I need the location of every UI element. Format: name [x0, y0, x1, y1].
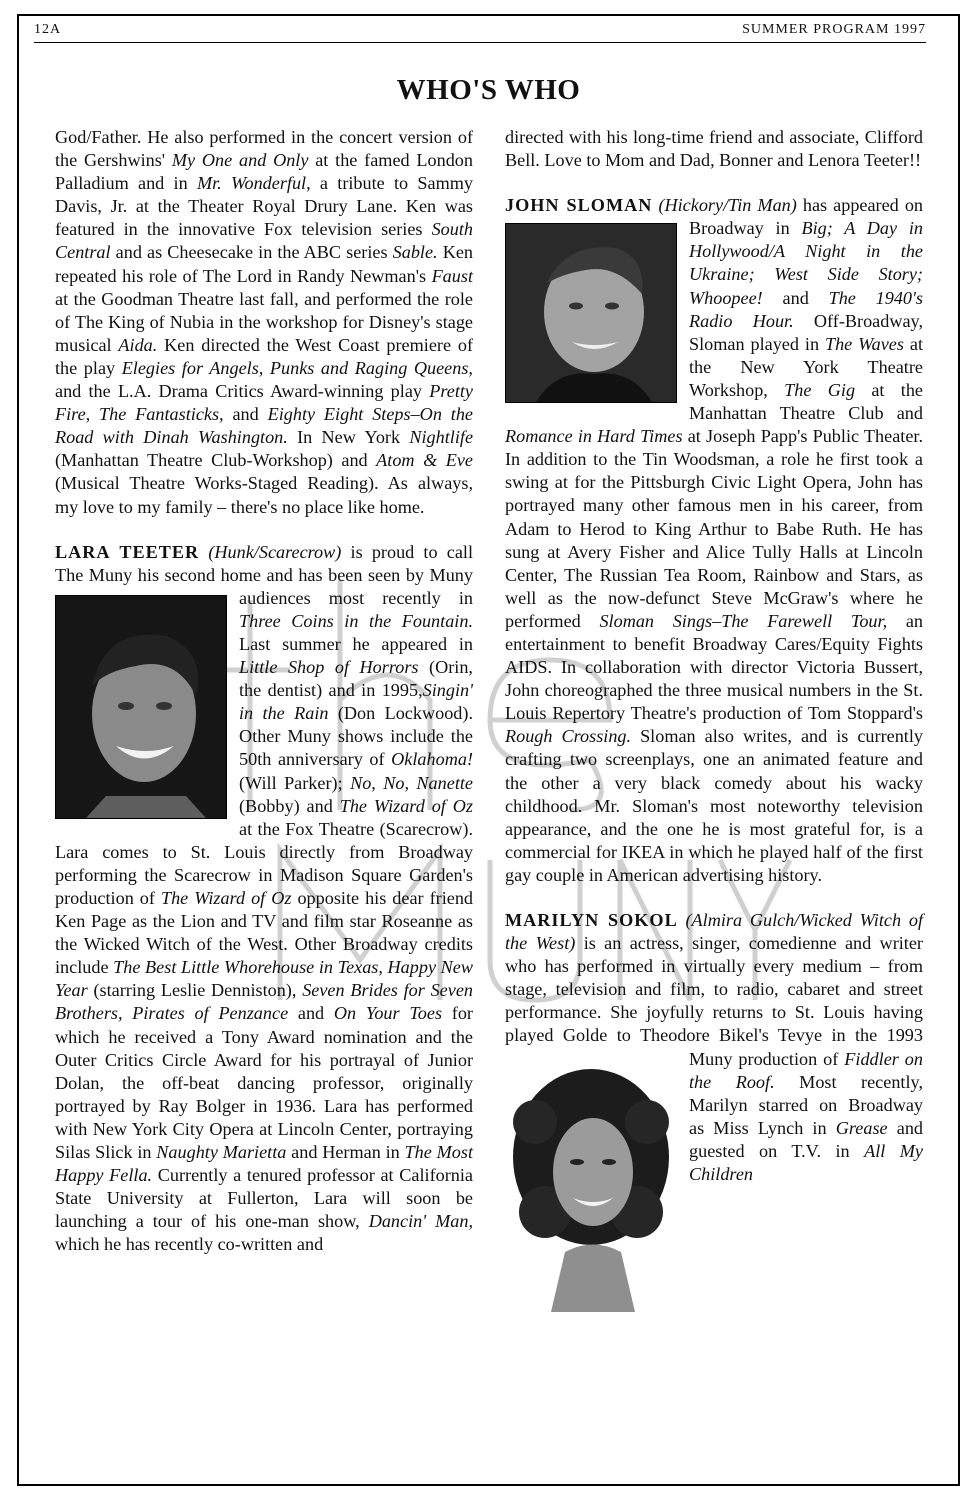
- marilyn-sokol-bio: MARILYN SOKOL (Almira Gulch/Wicked Witch of the West) is an actress, singer, comedienne and writer who has performed in virtually every medium – from stage, television and film, to radio, cabaret and street performance. She joyfully returns to St. Louis having played Golde to Theodore Bikel's Tevye in the 1993 Muny production of Fiddler on the Roof. Most recently, Marilyn starred on Broadway as Miss Lynch in Grease and guested on T.V. in All My Children: [505, 909, 923, 1186]
- ken-page-bio-continued: God/Father. He also performed in the concert version of the Gershwins' My One and Only at the famed London Palladium and in Mr. Wonderful, a tribute to Sammy Davis, Jr. at the Theater Royal Drury Lane. Ken was featured in the innovative Fox television series South Central and as Cheesecake in the ABC series Sable. Ken repeated his role of The Lord in Randy Newman's Faust at the Goodman Theatre last fall, and performed the role of The King of Nubia in the workshop for Disney's stage musical Aida. Ken directed the West Coast premiere of the play Elegies for Angels, Punks and Raging Queens, and the L.A. Drama Critics Award-winning play Pretty Fire, The Fantasticks, and Eighty Eight Steps–On the Road with Dinah Washington. In New York Nightlife (Manhattan Theatre Club-Workshop) and Atom & Eve (Musical Theatre Works-Staged Reading). As always, my love to my family – there's no place like home.: [55, 127, 474, 517]
- lara-teeter-role: (Hunk/Scarecrow): [208, 541, 342, 562]
- right-column: [505, 126, 923, 1316]
- running-header: [34, 20, 926, 43]
- page-title: WHO'S WHO: [396, 74, 581, 106]
- lara-teeter-name: LARA TEETER: [55, 541, 200, 562]
- marilyn-sokol-role: (Almira Gulch/Wicked Witch of the West): [505, 910, 923, 954]
- left-column: [55, 126, 473, 1257]
- marilyn-sokol-name: MARILYN SOKOL: [505, 910, 678, 930]
- john-sloman-bio: JOHN SLOMAN (Hickory/Tin Man) has appeared on Broadway in Big; A Day in Hollywood/A Night in the Ukraine; West Side Story; Whoopee! and The 1940's Radio Hour. Off-Broadway, Sloman played in The Waves at the New York Theatre Workshop, The Gig at the Manhattan Theatre Club and Romance in Hard Times at Joseph Papp's Public Theater. In addition to the Tin Woodsman, a role he first took a swing at for the Pittsburgh Civic Light Opera, John has portrayed many other famous men in his career, from Adam to Herod to King Arthur to Babe Ruth. He has sung at Avery Fisher and Alice Tully Halls at Lincoln Center, The Russian Tea Room, Rainbow and Stars, as well as the now-defunct Steve McGraw's where he performed Sloman Sings–The Farewell Tour, an entertainment to benefit Broadway Cares/Equity Fights AIDS. In collaboration with director Victoria Bussert, John choreographed the three musical numbers in the St. Louis Repertory Theatre's production of Tom Stoppard's Rough Crossing. Sloman also writes, and is currently crafting two screenplays, one an animated feature and the other a very black comedy about his wacky childhood. Mr. Sloman's most noteworthy television appearance, and the one he is most grateful for, is a commercial for IKEA in which he played half of the first gay couple in American advertising history.: [505, 195, 924, 885]
- john-sloman-name: JOHN SLOMAN: [505, 195, 653, 216]
- marilyn-sokol-headshot: [505, 1062, 677, 1312]
- page-number: 12A: [34, 22, 62, 37]
- lara-teeter-bio: LARA TEETER (Hunk/Scarecrow) is proud to call The Muny his second home and has been seen by Muny audiences most recently in Three Coins in the Fountain. Last summer he appeared in Little Shop of Horrors (Orin, the dentist) and in 1995,Singin' in the Rain (Don Lockwood). Other Muny shows include the 50th anniversary of Oklahoma! (Will Parker); No, No, Nanette (Bobby) and The Wizard of Oz at the Fox Theatre (Scarecrow). Lara comes to St. Louis directly from Broadway performing the Scarecrow in Madison Square Garden's production of The Wizard of Oz opposite his dear friend Ken Page as the Lion and TV and film star Roseanne as the Wicked Witch of the West. Other Broadway credits include The Best Little Whorehouse in Texas, Happy New Year (starring Leslie Denniston), Seven Brides for Seven Brothers, Pirates of Penzance and On Your Toes for which he received a Tony Award nomination and the Outer Critics Circle Award for his portrayal of Junior Dolan, the off-beat dancing professor, originally portrayed by Ray Bolger in 1936. Lara has performed with New York City Opera at Lincoln Center, portraying Silas Slick in Naughty Marietta and Herman in The Most Happy Fella. Currently a tenured professor at California State University at Fullerton, Lara will soon be launching a tour of his one-man show, Dancin' Man, which he has recently co-written and: [55, 541, 474, 1255]
- program-title: SUMMER PROGRAM 1997: [742, 22, 926, 37]
- lara-teeter-headshot: [55, 595, 227, 819]
- lara-teeter-bio-continued: directed with his long-time friend and associate, Clifford Bell. Love to Mom and Dad, Bonner and Lenora Teeter!!: [505, 127, 923, 171]
- john-sloman-headshot: [505, 223, 677, 403]
- john-sloman-role: (Hickory/Tin Man): [658, 195, 797, 216]
